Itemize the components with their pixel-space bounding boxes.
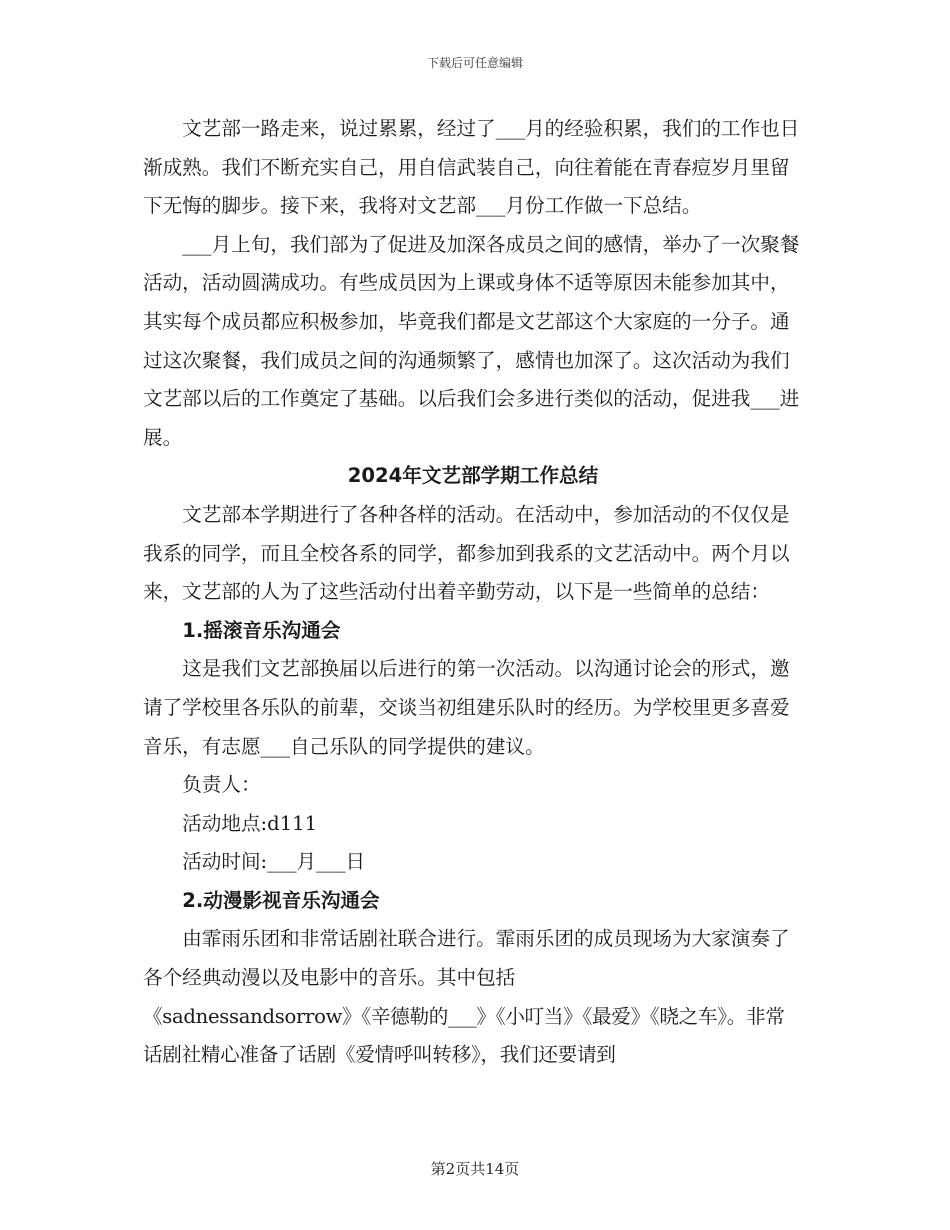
paragraph-rock-music: 这是我们文艺部换届以后进行的第一次活动。以沟通讨论会的形式，邀请了学校里各乐队的前辈，交谈当初组建乐队时的经历。为学校里更多喜爱音乐，有志愿___自己乐队的同学提供的建议。 <box>143 657 790 758</box>
line-person-in-charge: 负责人： <box>182 773 261 797</box>
heading-anime-film-music: 2.动漫影视音乐沟通会 <box>182 888 380 912</box>
document-body <box>143 110 803 1075</box>
line-activity-location: 活动地点:d111 <box>182 811 318 835</box>
paragraph-intro: 文艺部一路走来，说过累累，经过了___月的经验积累，我们的工作也日渐成熟。我们不断充实自己，用自信武装自己，向往着能在青春痘岁月里留下无悔的脚步。接下来，我将对文艺部___月份工作做一下总结。 <box>143 117 800 218</box>
section-title: 2024年文艺部学期工作总结 <box>347 464 599 488</box>
paragraph-anime-film-music: 由霏雨乐团和非常话剧社联合进行。霏雨乐团的成员现场为大家演奏了各个经典动漫以及电影中的音乐。其中包括 <box>143 927 790 990</box>
paragraph-song-list: 《sadnessandsorrow》《辛德勒的___》《小叮当》《最爱》《晓之车》。非常话剧社精心准备了话剧《爱情呼叫转移》，我们还要请到 <box>143 1004 785 1067</box>
paragraph-semester-summary: 文艺部本学期进行了各种各样的活动。在活动中，参加活动的不仅仅是我系的同学，而且全校各系的同学，都参加到我系的文艺活动中。两个月以来，文艺部的人为了这些活动付出着辛勤劳动，以下是一些简单的总结： <box>143 502 790 604</box>
paragraph-dinner-activity: ___月上旬，我们部为了促进及加深各成员之间的感情，举办了一次聚餐活动，活动圆满成功。有些成员因为上课或身体不适等原因未能参加其中，其实每个成员都应积极参加，毕竟我们都是文艺部这个大家庭的一分子。通过这次聚餐，我们成员之间的沟通频繁了，感情也加深了。这次活动为我们文艺部以后的工作奠定了基础。以后我们会多进行类似的活动，促进我___进展。 <box>143 232 800 449</box>
page-footer: 第2页共14页 <box>430 1160 520 1178</box>
page-header: 下载后可任意编辑 <box>426 56 523 70</box>
line-activity-time: 活动时间:___月___日 <box>182 850 366 874</box>
heading-rock-music: 1.摇滚音乐沟通会 <box>182 618 341 642</box>
